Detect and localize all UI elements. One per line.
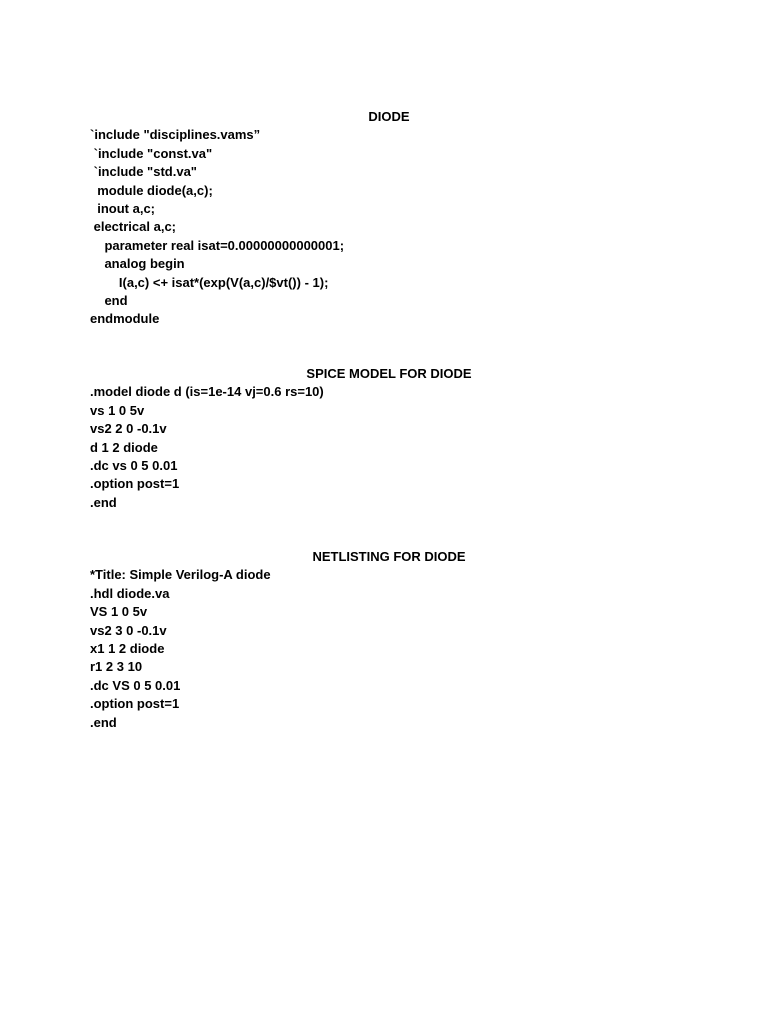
spice-section-title: SPICE MODEL FOR DIODE (306, 366, 472, 381)
code-line: .hdl diode.va (90, 585, 170, 601)
code-line: inout a,c; (90, 200, 155, 216)
code-line: `include "const.va" (90, 145, 213, 161)
code-line: d 1 2 diode (90, 439, 158, 455)
code-line: vs 1 0 5v (90, 402, 145, 418)
code-line: I(a,c) <+ isat*(exp(V(a,c)/$vt()) - 1); (90, 274, 329, 290)
code-line: .option post=1 (90, 476, 180, 492)
code-line: parameter real isat=0.00000000000001; (90, 237, 345, 253)
code-line: *Title: Simple Verilog-A diode (90, 567, 271, 583)
code-line: .dc VS 0 5 0.01 (90, 677, 181, 693)
code-line: analog begin (90, 256, 185, 272)
code-line: vs2 2 0 -0.1v (90, 421, 167, 437)
code-line: endmodule (90, 311, 160, 327)
diode-section-title: DIODE (368, 109, 410, 124)
spice-model-section (90, 365, 680, 512)
code-line: end (90, 292, 128, 308)
code-line: x1 1 2 diode (90, 640, 165, 656)
code-line: r1 2 3 10 (90, 659, 143, 675)
code-line: VS 1 0 5v (90, 604, 148, 620)
diode-verilog-section (90, 108, 680, 329)
netlist-section-title: NETLISTING FOR DIODE (312, 549, 466, 564)
code-line: .end (90, 494, 117, 510)
code-line: .end (90, 714, 117, 730)
code-line: module diode(a,c); (90, 182, 213, 198)
code-line: .option post=1 (90, 696, 180, 712)
code-line: `include "disciplines.vams” (90, 127, 261, 143)
netlisting-section (90, 548, 680, 732)
code-line: `include "std.va" (90, 164, 197, 180)
code-line: vs2 3 0 -0.1v (90, 622, 167, 638)
code-line: electrical a,c; (90, 219, 176, 235)
code-line: .dc vs 0 5 0.01 (90, 457, 178, 473)
code-line: .model diode d (is=1e-14 vj=0.6 rs=10) (90, 384, 324, 400)
